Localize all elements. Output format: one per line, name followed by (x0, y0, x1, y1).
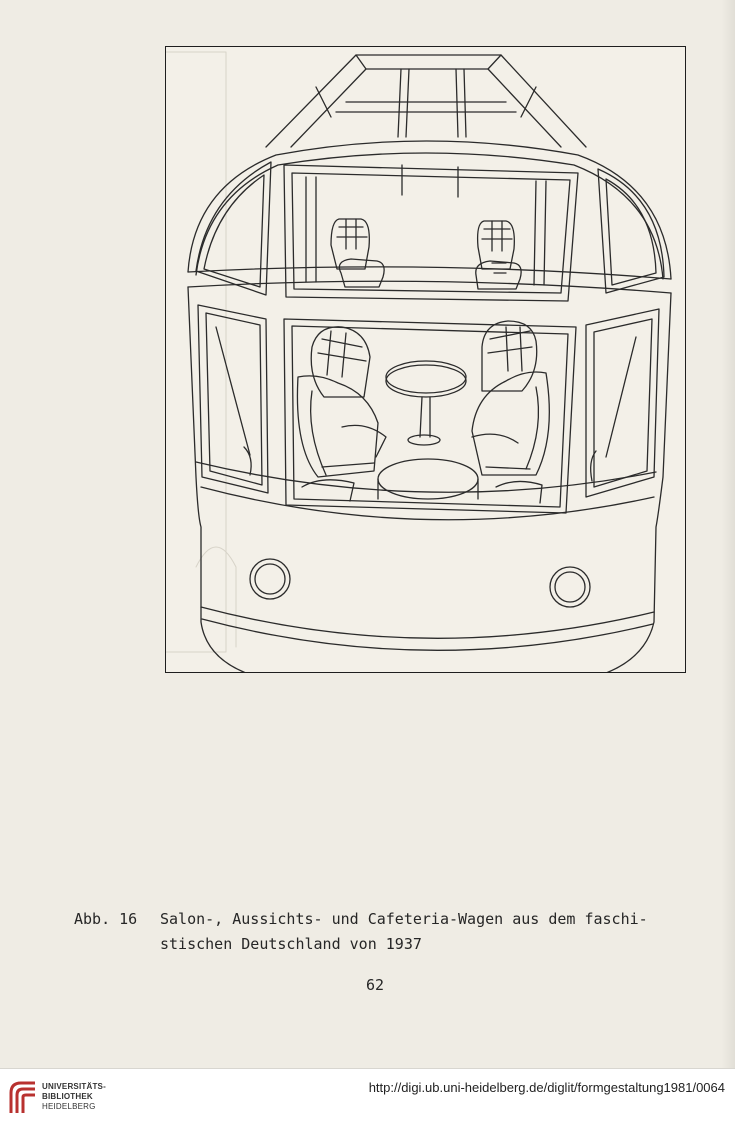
figure-illustration-railcar (165, 46, 686, 673)
lower-car-body (188, 287, 671, 673)
figure-caption (74, 907, 694, 1032)
digitization-footer (0, 1068, 735, 1125)
lounge-interior (284, 319, 576, 513)
railcar-line-drawing (166, 47, 686, 673)
library-name-line-3: HEIDELBERG (42, 1102, 96, 1111)
library-name-line-1: UNIVERSITÄTS- (42, 1082, 106, 1091)
library-name (42, 1082, 106, 1112)
upper-dome-body (188, 141, 671, 301)
permalink-url[interactable]: http://digi.ub.uni-heidelberg.de/diglit/formgestaltung1981/0064 (368, 1080, 725, 1095)
caption-line-1: Salon-, Aussichts- und Cafeteria-Wagen aus dem faschi- (160, 910, 648, 928)
figure-label: Abb. 16 (74, 910, 138, 928)
university-library-logo-icon (8, 1079, 38, 1115)
page-edge-shadow (721, 0, 735, 1068)
page-number: 62 (366, 976, 385, 994)
library-name-line-2: BIBLIOTHEK (42, 1092, 93, 1101)
dome-roof (266, 55, 586, 147)
caption-line-2: stischen Deutschland von 1937 (160, 935, 422, 953)
